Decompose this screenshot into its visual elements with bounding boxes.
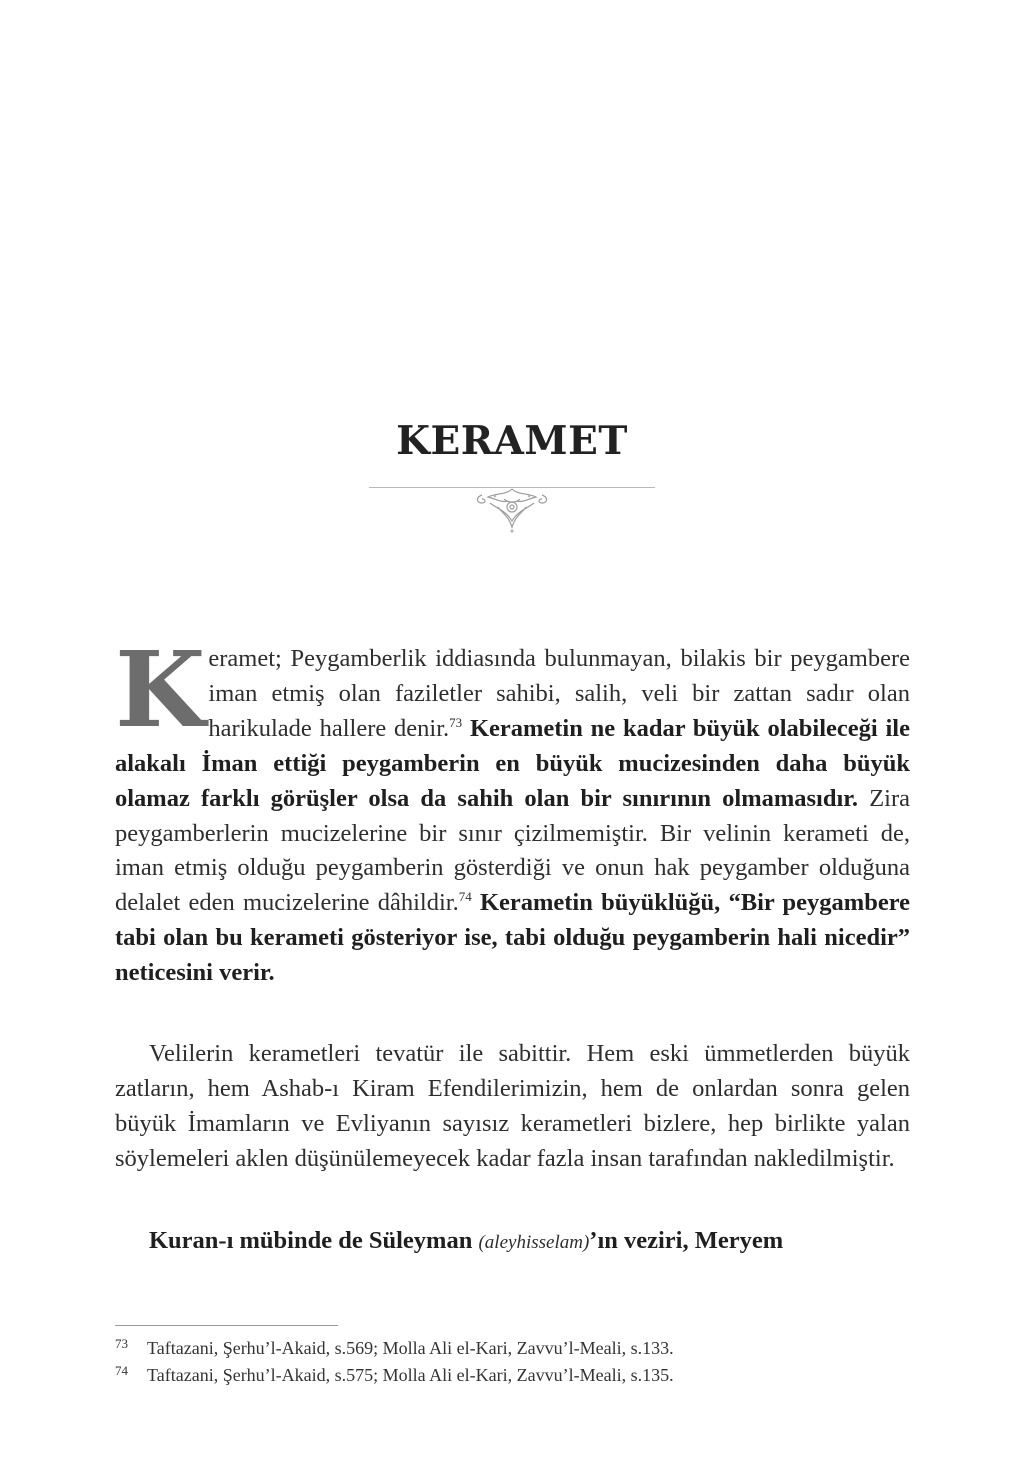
paragraph-1-body: Zira peygamberlerin mucizelerine bir sınır çizilmemiştir. Bir velinin kerameti de, iman etmiş olduğu peygamberin gösterdiği ve onun hak peygamber olduğuna delalet eden mucizelerine dâhildir.	[115, 784, 910, 917]
footnote-text: Taftazani, Şerhu’l-Akaid, s.575; Molla Ali el-Kari, Zavvu’l-Meali, s.135.	[147, 1365, 674, 1385]
chapter-title: KERAMET	[396, 418, 628, 464]
paragraph-1-bold-1: Kerametin ne kadar büyük olabileceği ile alakalı İman ettiği peygamberin en büyük mucizesinden daha büyük olamaz farklı görüşler olsa da sahih olan bir sınırının olmamasıdır.	[115, 714, 910, 812]
paragraph-3	[115, 1224, 910, 1261]
floral-ornament-icon	[462, 487, 562, 533]
paragraph-3-italic: (aleyhisselam)	[478, 1232, 590, 1253]
paragraph-3-bold-1: Kuran-ı mübinde de Süleyman	[149, 1227, 473, 1254]
footnote-ref-74[interactable]: 74	[458, 889, 472, 905]
drop-cap: K	[115, 628, 206, 751]
paragraph-3-bold-2: ’ın veziri, Meryem	[589, 1227, 784, 1254]
footnote-73	[115, 1336, 915, 1359]
footnote-divider	[115, 1325, 338, 1326]
footnote-ref-73[interactable]: 73	[449, 714, 463, 730]
paragraph-2: Velilerin kerametleri tevatür ile sabittir. Hem eski ümmetlerden büyük zatların, hem Ashab-ı Kiram Efendilerimizin, hem de onlardan sonra gelen büyük İmamların ve Evliyanın sayısız kerametleri bizlere, hep birlikte yalan söylemeleri aklen düşünülemeyecek kadar fazla insan tarafından nakledilmiştir.	[115, 1040, 910, 1172]
paragraph-1-intro: eramet; Peygamberlik iddiasında bulunmayan, bilakis bir peygambere iman etmiş olan faziletler sahibi, salih, veli bir zattan sadır olan harikulade hallere denir.	[208, 645, 910, 742]
footnote-74	[115, 1363, 915, 1386]
paragraph-1-bold-2: Kerametin büyüklüğü, “Bir peygambere tabi olan bu kerameti gösteriyor ise, tabi olduğu peygamberin hali nicedir” neticesini verir.	[115, 889, 911, 987]
paragraph-1	[115, 628, 911, 991]
footnote-number: 74	[115, 1363, 128, 1378]
footnote-number: 73	[115, 1336, 128, 1351]
footnote-text: Taftazani, Şerhu’l-Akaid, s.569; Molla Ali el-Kari, Zavvu’l-Meali, s.133.	[147, 1338, 674, 1358]
